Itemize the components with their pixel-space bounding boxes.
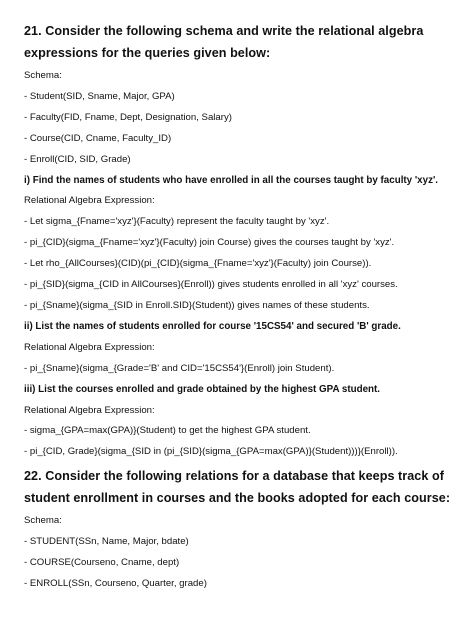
q21-part-i-expr-label: Relational Algebra Expression: <box>24 195 155 207</box>
q21-part-i-line-1: - Let sigma_{Fname='xyz'}(Faculty) represent the faculty taught by 'xyz'. <box>24 216 330 228</box>
question-22-heading: 22. Consider the following relations for a database that keeps track of student enrollment in courses and the books adopted for each course: <box>24 469 451 506</box>
q21-part-iii-line-1: - sigma_{GPA=max(GPA)}(Student) to get the highest GPA student. <box>24 425 311 437</box>
q21-part-i-question: i) Find the names of students who have enrolled in all the courses taught by faculty 'xyz'. <box>24 174 439 186</box>
q21-schema-student: - Student(SID, Sname, Major, GPA) <box>24 90 175 102</box>
q21-schema-course: - Course(CID, Cname, Faculty_ID) <box>24 132 172 144</box>
q21-part-iii-expr-label: Relational Algebra Expression: <box>24 404 155 416</box>
q21-part-iii-line-2: - pi_{CID, Grade}(sigma_{SID in (pi_{SID}(sigma_{GPA=max(GPA)}(Student)))}(Enroll)). <box>24 446 398 458</box>
q21-part-iii-question: iii) List the courses enrolled and grade obtained by the highest GPA student. <box>24 383 380 395</box>
question-21-heading: 21. Consider the following schema and write the relational algebra expressions for the queries given below: <box>24 24 424 60</box>
q21-schema-enroll: - Enroll(CID, SID, Grade) <box>24 153 131 165</box>
q22-schema-course: - COURSE(Courseno, Cname, dept) <box>24 557 180 569</box>
q22-schema-label: Schema: <box>24 515 62 527</box>
q21-part-i-line-4: - pi_{SID}(sigma_{CID in AllCourses}(Enroll)) gives students enrolled in all 'xyz' courses. <box>24 279 398 291</box>
q22-schema-student: - STUDENT(SSn, Name, Major, bdate) <box>24 536 189 548</box>
q21-part-ii-line-1: - pi_{Sname}(sigma_{Grade='B' and CID='15CS54'}(Enroll) join Student). <box>24 362 335 374</box>
q22-schema-enroll: - ENROLL(SSn, Courseno, Quarter, grade) <box>24 577 207 589</box>
q21-part-i-line-3: - Let rho_{AllCourses}(CID)(pi_{CID}(sigma_{Fname='xyz'}(Faculty) join Course)). <box>24 258 372 270</box>
q21-part-i-line-5: - pi_{Sname}(sigma_{SID in Enroll.SID}(Student)) gives names of these students. <box>24 299 370 311</box>
q21-part-i-line-2: - pi_{CID}(sigma_{Fname='xyz'}(Faculty) join Course) gives the courses taught by 'xyz'. <box>24 237 395 249</box>
q21-part-ii-expr-label: Relational Algebra Expression: <box>24 341 155 353</box>
q21-part-ii-question: ii) List the names of students enrolled for course '15CS54' and secured 'B' grade. <box>24 320 401 332</box>
q21-schema-faculty: - Faculty(FID, Fname, Dept, Designation, Salary) <box>24 111 232 123</box>
q21-schema-label: Schema: <box>24 70 62 81</box>
